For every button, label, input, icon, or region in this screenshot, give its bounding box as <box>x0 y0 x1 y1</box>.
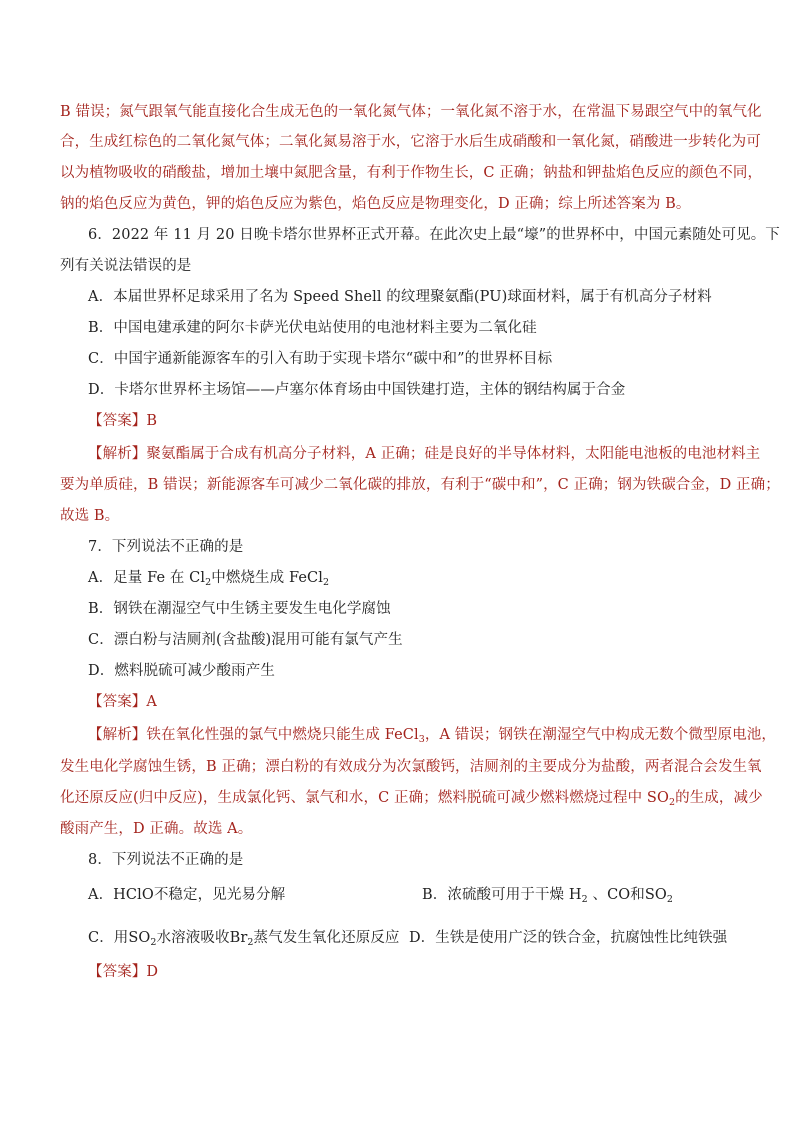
q6-analysis-line-3: 故选 B。 <box>60 508 120 524</box>
answer-value: B <box>146 413 158 429</box>
q7-analysis-line-4: 酸雨产生，D 正确。故选 A。 <box>60 821 253 837</box>
q7-analysis-line-1 <box>88 725 776 745</box>
q8-option-c-text: 水溶液吸收Br <box>156 930 248 946</box>
q6-option-b: B．中国电建承建的阿尔卡萨光伏电站使用的电池材料主要为二氧化硅 <box>88 320 537 336</box>
q6-option-d: D．卡塔尔世界杯主场馆——卢塞尔体育场由中国铁建打造，主体的钢结构属于合金 <box>88 382 626 398</box>
q6-option-a: A．本届世界杯足球采用了名为 Speed Shell 的纹理聚氨酯(PU)球面材料，属于有机高分子材料 <box>88 289 712 305</box>
analysis-tag: 【解析】 <box>88 446 147 462</box>
subscript: 2 <box>581 894 588 905</box>
q6-stem-line-1: 6．2022 年 11 月 20 日晚卡塔尔世界杯正式开幕。在此次史上最“壕”的世界杯中，中国元素随处可见。下 <box>88 227 780 243</box>
q7-option-a-text: A．足量 Fe 在 Cl <box>88 570 206 586</box>
q8-stem: 8．下列说法不正确的是 <box>88 852 244 868</box>
q8-option-c-text: C．用SO <box>88 930 151 946</box>
q6-answer <box>88 411 742 431</box>
analysis-text: ，A 错误；钢铁在潮湿空气中构成无数个微型原电池， <box>424 727 776 743</box>
subscript: 2 <box>205 577 212 588</box>
explanation-5-line-3: 以为植物吸收的硝酸盐，增加土壤中氮肥含量，有利于作物生长，C 正确；钠盐和钾盐焰色反应的颜色不同， <box>60 165 763 181</box>
q8-option-a: A．HClO不稳定，见光易分解 <box>88 887 286 903</box>
q7-option-d: D．燃料脱硫可减少酸雨产生 <box>88 663 275 679</box>
q6-stem-line-2: 列有关说法错误的是 <box>60 258 192 274</box>
subscript: 2 <box>322 577 330 588</box>
answer-value: D <box>146 964 159 980</box>
q8-answer <box>88 962 742 982</box>
analysis-text: 化还原反应(归中反应)，生成氯化钙、氯气和水，C 正确；燃料脱硫可减少燃料燃烧过程中 SO <box>60 790 669 806</box>
q6-option-c: C．中国宇通新能源客车的引入有助于实现卡塔尔“碳中和”的世界杯目标 <box>88 351 553 367</box>
answer-tag: 【答案】 <box>88 694 147 710</box>
explanation-5-line-4: 钠的焰色反应为黄色，钾的焰色反应为紫色，焰色反应是物理变化，D 正确；综上所述答案为 B。 <box>60 196 691 212</box>
q7-stem: 7．下列说法不正确的是 <box>88 539 244 555</box>
q7-analysis-line-3 <box>60 788 763 808</box>
subscript: 2 <box>668 797 676 808</box>
q8-option-d: D．生铁是使用广泛的铁合金，抗腐蚀性比纯铁强 <box>408 930 728 946</box>
q8-option-c-text: 蒸气发生氧化还原反应 <box>253 930 400 946</box>
explanation-5-line-2: 合，生成红棕色的二氧化氮气体；二氧化氮易溶于水，它溶于水后生成硝酸和一氧化氮，硝酸进一步转化为可 <box>60 134 761 150</box>
q6-analysis-line-1 <box>88 444 761 464</box>
q7-option-a <box>88 568 742 588</box>
answer-tag: 【答案】 <box>88 413 147 429</box>
subscript: 2 <box>150 937 157 948</box>
analysis-text: 聚氨酯属于合成有机高分子材料，A 正确；硅是良好的半导体材料，太阳能电池板的电池材料主 <box>146 446 761 462</box>
q7-option-b: B．钢铁在潮湿空气中生锈主要发生电化学腐蚀 <box>88 601 391 617</box>
q6-analysis-line-2: 要为单质硅，B 错误；新能源客车可减少二氧化碳的排放，有利于“碳中和”，C 正确；钢为铁碳合金，D 正确； <box>60 477 780 493</box>
subscript: 3 <box>418 734 425 745</box>
q8-option-b-text: B．浓硫酸可用于干燥 H <box>422 887 582 903</box>
subscript: 2 <box>666 894 674 905</box>
q7-analysis-line-2: 发生电化学腐蚀生锈，B 正确；漂白粉的有效成分为次氯酸钙，洁厕剂的主要成分为盐酸，两者混合会发生氧 <box>60 759 762 775</box>
q8-options-row-1 <box>88 885 742 905</box>
q7-option-a-text: 中燃烧生成 FeCl <box>211 570 323 586</box>
q7-answer <box>88 692 742 712</box>
analysis-tag: 【解析】 <box>88 727 147 743</box>
analysis-text: 铁在氧化性强的氯气中燃烧只能生成 FeCl <box>146 727 419 743</box>
subscript: 2 <box>247 937 254 948</box>
q7-option-c: C．漂白粉与洁厕剂(含盐酸)混用可能有氯气产生 <box>88 632 403 648</box>
answer-tag: 【答案】 <box>88 964 147 980</box>
q8-option-b <box>422 885 673 905</box>
explanation-5-line-1: B 错误；氮气跟氧气能直接化合生成无色的一氧化氮气体；一氧化氮不溶于水，在常温下易跟空气中的氧气化 <box>60 104 762 120</box>
q8-options-row-2 <box>88 928 742 948</box>
answer-value: A <box>146 694 157 710</box>
q8-option-b-text: 、CO和SO <box>587 887 667 903</box>
analysis-text: 的生成，减少 <box>675 790 763 806</box>
